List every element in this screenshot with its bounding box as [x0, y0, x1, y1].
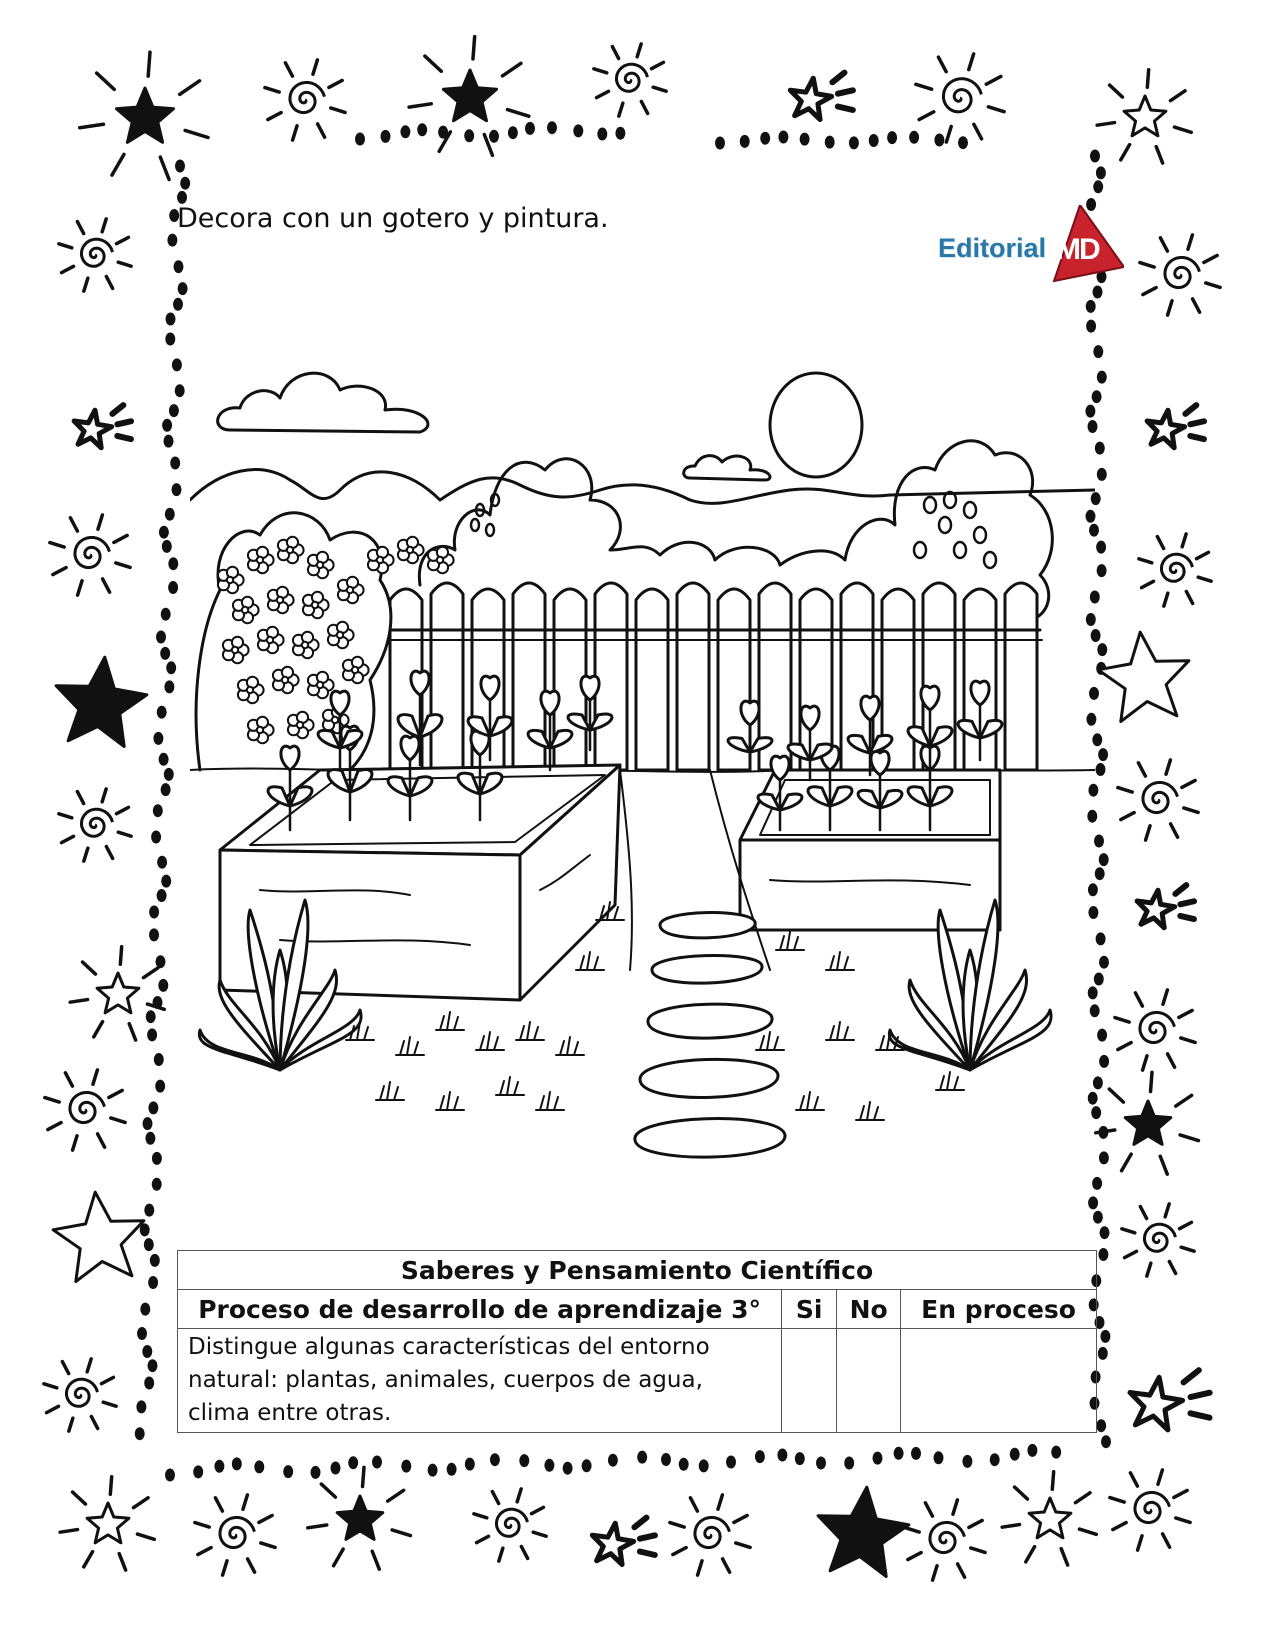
border-dot — [155, 1080, 165, 1093]
border-dot — [161, 875, 171, 888]
border-dot — [661, 1453, 671, 1466]
bush-details — [471, 492, 996, 568]
flower-icon — [368, 547, 394, 573]
border-dot — [1086, 320, 1096, 333]
border-dot — [144, 1238, 154, 1251]
border-dot — [144, 1377, 154, 1390]
row-description — [178, 1329, 782, 1433]
border-dot — [869, 134, 879, 147]
spiral-sun-icon — [1139, 534, 1211, 606]
border-dot — [152, 1178, 162, 1191]
border-dot — [381, 130, 391, 143]
spiral-sun-icon — [594, 44, 666, 116]
border-dot — [174, 260, 184, 273]
border-dot — [1095, 867, 1105, 880]
border-dot — [1101, 1435, 1111, 1448]
header-in-progress: En proceso — [901, 1290, 1097, 1329]
border-dot — [844, 1457, 854, 1470]
border-dot — [162, 419, 172, 432]
border-dot — [348, 1456, 358, 1469]
spiral-sun-icon — [195, 1495, 275, 1575]
star-icon — [818, 1487, 909, 1576]
border-dot — [1099, 1151, 1109, 1164]
border-dot — [447, 1463, 457, 1476]
spiral-sun-icon — [1122, 1204, 1194, 1276]
border-dot — [1097, 643, 1107, 656]
border-dot — [825, 136, 835, 149]
border-dot — [164, 680, 174, 693]
sketch-star-icon — [74, 405, 131, 448]
border-dot — [1090, 150, 1100, 163]
border-dot — [489, 130, 499, 143]
flower-icon — [428, 547, 454, 573]
grass-tuft-icon — [436, 1092, 464, 1110]
border-dot — [465, 1458, 475, 1471]
grass-tuft-icon — [396, 1037, 424, 1055]
border-dot — [152, 1152, 162, 1165]
border-dot — [1100, 1226, 1110, 1239]
border-dot — [156, 955, 166, 968]
border-dot — [172, 358, 182, 371]
border-dot — [151, 831, 161, 844]
grass-tuft-icon — [776, 932, 804, 950]
header-process: Proceso de desarrollo de aprendizaje 3° — [178, 1290, 782, 1329]
border-dot — [148, 1276, 158, 1289]
border-dot — [140, 1303, 150, 1316]
border-dot — [909, 131, 919, 144]
border-dot — [165, 333, 175, 346]
border-dot — [934, 134, 944, 147]
grass-tuft-icon — [376, 1082, 404, 1100]
cell-in-progress[interactable] — [901, 1329, 1097, 1433]
sketch-star-icon — [1137, 885, 1194, 928]
border-dot — [136, 1400, 146, 1413]
star-sun-icon — [1096, 1072, 1199, 1174]
border-dot — [1086, 300, 1096, 313]
spiral-sun-icon — [1110, 1470, 1190, 1550]
border-dot — [1100, 1330, 1110, 1343]
border-dot — [178, 282, 188, 295]
border-dot — [1096, 932, 1106, 945]
sketch-star-icon — [1147, 405, 1204, 448]
border-dot — [149, 928, 159, 941]
border-dot — [135, 1427, 145, 1440]
header-no: No — [837, 1290, 901, 1329]
border-dot — [159, 753, 169, 766]
border-dot — [161, 783, 171, 796]
border-dot — [165, 1469, 175, 1482]
border-dot — [911, 1447, 921, 1460]
outline-star-sun-icon — [70, 947, 164, 1040]
border-dot — [147, 1028, 157, 1041]
sun-icon — [770, 373, 862, 477]
border-dot — [168, 557, 178, 570]
grass-tuft-icon — [496, 1077, 524, 1095]
table-row — [178, 1329, 1097, 1433]
border-dot — [1051, 1446, 1061, 1459]
border-dot — [777, 1449, 787, 1462]
border-dot — [161, 608, 171, 621]
border-dot — [795, 1452, 805, 1465]
border-dot — [990, 1453, 1000, 1466]
grass-tuft-icon — [476, 1032, 504, 1050]
spiral-sun-icon — [670, 1495, 750, 1575]
border-dot — [177, 191, 187, 204]
border-dot — [873, 1452, 883, 1465]
border-dot — [1010, 1448, 1020, 1461]
border-dot — [544, 1459, 554, 1472]
sketch-star-icon — [1130, 1370, 1210, 1430]
border-dot — [157, 706, 167, 719]
spiral-sun-icon — [905, 1500, 985, 1580]
border-dot — [159, 526, 169, 539]
grass-tuft-icon — [936, 1072, 964, 1090]
border-dot — [740, 135, 750, 148]
border-dot — [142, 1345, 152, 1358]
border-dot — [164, 768, 174, 781]
flower-icon — [398, 537, 424, 563]
border-dot — [172, 483, 182, 496]
border-dot — [894, 1447, 904, 1460]
border-dot — [148, 1359, 158, 1372]
border-dot — [1096, 166, 1106, 179]
border-dot — [1096, 1419, 1106, 1432]
border-dot — [1095, 442, 1105, 455]
border-dot — [778, 131, 788, 144]
border-dot — [1099, 956, 1109, 969]
border-dot — [1027, 1444, 1037, 1457]
border-dot — [166, 313, 176, 326]
border-dot — [148, 1101, 158, 1114]
border-dot — [254, 1460, 264, 1473]
border-dot — [958, 136, 968, 149]
garden-illustration — [190, 350, 1095, 1190]
border-dot — [150, 1254, 160, 1267]
border-dot — [464, 129, 474, 142]
border-dot — [755, 1450, 765, 1463]
border-dot — [582, 1459, 592, 1472]
border-dot — [887, 131, 897, 144]
grass-tuft-icon — [536, 1092, 564, 1110]
grass-tuft-icon — [556, 1037, 584, 1055]
grass-tuft-icon — [516, 1022, 544, 1040]
border-dot — [1094, 973, 1104, 986]
border-dot — [165, 508, 175, 521]
evaluation-table — [177, 1250, 1097, 1433]
border-dot — [214, 1460, 224, 1473]
border-dot — [508, 126, 518, 139]
logo-mark: MD — [1056, 233, 1099, 266]
border-dot — [167, 234, 177, 247]
border-dot — [311, 1466, 321, 1479]
small-cloud-icon — [684, 456, 770, 480]
grass-tuft-icon — [576, 952, 604, 970]
grass-tuft-icon — [826, 952, 854, 970]
outline-star-sun-icon — [60, 1477, 154, 1570]
border-dot — [355, 133, 365, 146]
border-dot — [1088, 1196, 1098, 1209]
border-dot — [401, 1460, 411, 1473]
border-dot — [158, 979, 168, 992]
border-dot — [149, 906, 159, 919]
cell-yes[interactable] — [782, 1329, 837, 1433]
border-dot — [1097, 1029, 1107, 1042]
border-dot — [137, 1327, 147, 1340]
outline-star-sun-icon — [1002, 1472, 1096, 1565]
grass-tuft-icon — [856, 1102, 884, 1120]
spiral-sun-icon — [1115, 990, 1195, 1070]
outline-star-sun-icon — [1097, 70, 1191, 163]
border-dot — [726, 1456, 736, 1469]
description-line: Distingue algunas características del entorno — [188, 1334, 710, 1360]
border-dot — [934, 1451, 944, 1464]
border-dot — [160, 647, 170, 660]
spiral-sun-icon — [59, 219, 131, 291]
border-dot — [173, 298, 183, 311]
border-dot — [156, 631, 166, 644]
border-dot — [331, 1462, 341, 1475]
border-dot — [1096, 763, 1106, 776]
border-dot — [153, 732, 163, 745]
border-dot — [143, 1117, 153, 1130]
sketch-star-icon — [592, 1518, 655, 1565]
border-dot — [162, 540, 172, 553]
border-dot — [180, 177, 190, 190]
sketch-star-icon — [790, 73, 853, 120]
outline-star-icon — [53, 1192, 144, 1281]
border-dot — [372, 1456, 382, 1469]
border-dot — [168, 581, 178, 594]
outline-star-icon — [1098, 632, 1189, 721]
fence-picket — [677, 583, 709, 770]
cloud-icon — [218, 373, 428, 432]
border-dot — [400, 125, 410, 138]
border-dot — [1097, 564, 1107, 577]
border-dot — [699, 1459, 709, 1472]
border-dot — [166, 661, 176, 674]
grass-tuft-icon — [796, 1092, 824, 1110]
spiral-sun-icon — [59, 789, 131, 861]
fence-picket — [431, 583, 463, 770]
border-dot — [608, 1454, 618, 1467]
border-dot — [962, 1455, 972, 1468]
description-line: clima entre otras. — [188, 1400, 392, 1426]
border-dot — [193, 1465, 203, 1478]
border-dot — [525, 122, 535, 135]
border-dot — [1097, 371, 1107, 384]
spiral-sun-icon — [916, 54, 1004, 142]
grass-tuft-icon — [436, 1012, 464, 1030]
border-dot — [1096, 541, 1106, 554]
cell-no[interactable] — [837, 1329, 901, 1433]
border-dot — [144, 1204, 154, 1217]
border-dot — [170, 457, 180, 470]
spiral-sun-icon — [1118, 760, 1198, 840]
border-dot — [169, 404, 179, 417]
border-dot — [1093, 1211, 1103, 1224]
border-dot — [1099, 853, 1109, 866]
spiral-sun-icon — [44, 1359, 116, 1431]
fence-picket — [636, 589, 668, 770]
table-title: Saberes y Pensamiento Científico — [178, 1251, 1097, 1290]
border-dot — [145, 1132, 155, 1145]
border-dot — [715, 137, 725, 150]
border-dot — [519, 1454, 529, 1467]
star-sun-icon — [308, 1467, 411, 1569]
logo-word: Editorial — [938, 233, 1047, 263]
description-line: natural: plantas, animales, cuerpos de agua, — [188, 1367, 703, 1393]
border-dot — [146, 1010, 156, 1023]
star-icon — [56, 657, 147, 746]
border-dot — [428, 1464, 438, 1477]
grass-tuft-icon — [756, 1032, 784, 1050]
border-dot — [637, 1451, 647, 1464]
header-yes: Si — [782, 1290, 837, 1329]
border-dot — [800, 133, 810, 146]
mountains — [190, 470, 1095, 504]
border-dot — [153, 804, 163, 817]
border-dot — [175, 160, 185, 173]
border-dot — [283, 1465, 293, 1478]
border-dot — [232, 1457, 242, 1470]
border-dot — [175, 384, 185, 397]
border-dot — [1093, 180, 1103, 193]
border-dot — [563, 1462, 573, 1475]
border-dot — [164, 435, 174, 448]
border-dot — [490, 1453, 500, 1466]
border-dot — [573, 124, 583, 137]
fence-picket — [1005, 583, 1037, 770]
fence-picket — [595, 583, 627, 770]
border-dot — [1093, 286, 1103, 299]
border-dot — [1098, 1347, 1108, 1360]
grass-tuft-icon — [826, 1022, 854, 1040]
border-dot — [760, 132, 770, 145]
spiral-sun-icon — [265, 60, 345, 140]
border-dot — [816, 1457, 826, 1470]
border-dot — [1094, 835, 1104, 848]
spiral-sun-icon — [45, 1070, 125, 1150]
instruction-text: Decora con un gotero y pintura. — [177, 203, 609, 234]
border-dot — [157, 889, 167, 902]
border-dot — [1098, 748, 1108, 761]
border-dot — [1099, 1055, 1109, 1068]
border-dot — [615, 127, 625, 140]
editorial-logo — [938, 205, 1123, 285]
border-dot — [547, 121, 557, 134]
border-dot — [597, 128, 607, 141]
spiral-sun-icon — [1140, 235, 1220, 315]
border-dot — [157, 856, 167, 869]
border-dot — [154, 1053, 164, 1066]
border-dot — [417, 123, 427, 136]
star-sun-icon — [80, 52, 208, 179]
border-dot — [1097, 468, 1107, 481]
spiral-sun-icon — [50, 515, 130, 595]
spiral-sun-icon — [474, 1489, 546, 1561]
border-dot — [1098, 1248, 1108, 1261]
border-dot — [849, 136, 859, 149]
border-dot — [679, 1458, 689, 1471]
